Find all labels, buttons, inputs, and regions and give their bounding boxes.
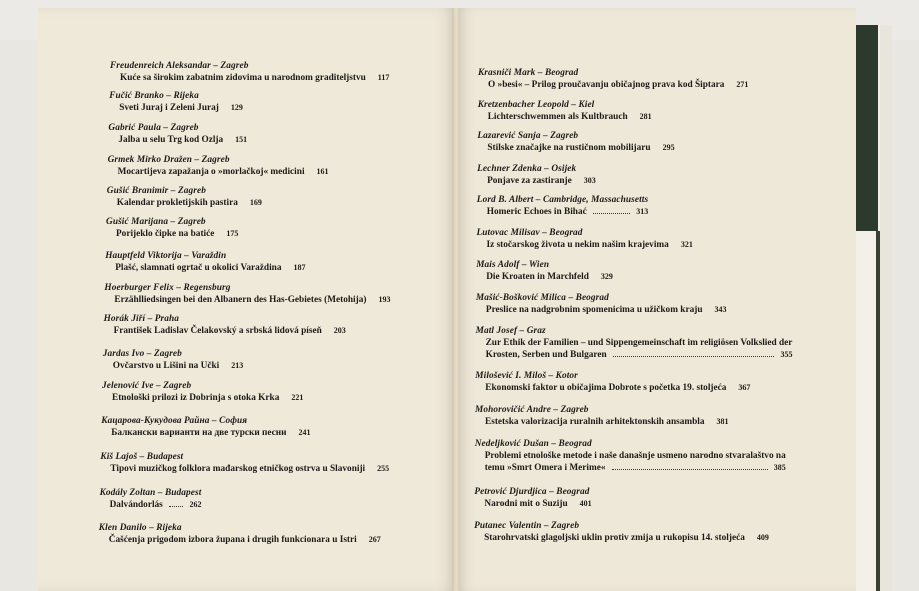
toc-author: Klen Danilo – Rijeka bbox=[98, 523, 182, 533]
toc-page-number: 169 bbox=[249, 198, 262, 207]
toc-title: Homeric Echoes in Bihać bbox=[486, 207, 587, 217]
toc-title: Kuće sa širokim zabatnim zidovima u narodnom graditeljstvu bbox=[120, 73, 366, 83]
dot-leader bbox=[612, 469, 768, 470]
toc-entry bbox=[477, 227, 693, 251]
toc-page-number: 409 bbox=[756, 533, 769, 542]
toc-author: Jardas Ivo – Zagreb bbox=[102, 349, 182, 359]
toc-page-number: 367 bbox=[738, 383, 751, 392]
toc-leader-line bbox=[477, 239, 693, 251]
dot-leader bbox=[613, 356, 775, 357]
toc-entry bbox=[474, 520, 769, 544]
toc-leader-line bbox=[103, 360, 243, 372]
toc-page-number: 187 bbox=[293, 263, 306, 272]
toc-title: Jalba u selu Trg kod Ozlja bbox=[118, 135, 224, 145]
toc-author: Horák Jiří – Praha bbox=[103, 314, 180, 324]
toc-title: Krosten, Serben und Bulgaren bbox=[485, 350, 607, 360]
toc-entry bbox=[477, 194, 648, 218]
toc-title: František Ladislav Čelakovský a srbská lidová píseň bbox=[113, 326, 322, 336]
toc-page-number: 343 bbox=[714, 305, 727, 314]
toc-author: Gušić Branimir – Zagreb bbox=[106, 186, 206, 196]
toc-title: Etnološki prilozi iz Dobrinja s otoka Krka bbox=[112, 393, 280, 403]
toc-leader-line bbox=[478, 111, 652, 123]
book-spine bbox=[452, 8, 460, 591]
toc-author: Кацарова-Кукудова Райна – София bbox=[101, 416, 248, 426]
toc-leader-line bbox=[100, 499, 202, 511]
toc-leader-line bbox=[475, 416, 729, 428]
toc-entry bbox=[104, 282, 390, 306]
toc-entry bbox=[106, 216, 238, 240]
toc-page-number: 385 bbox=[773, 463, 786, 472]
toc-page-number: 203 bbox=[333, 326, 346, 335]
toc-title: Estetska valorizacija ruralnih arhitektonskih ansambla bbox=[485, 417, 705, 427]
toc-page-number: 401 bbox=[579, 499, 592, 508]
toc-title: Problemi etnološke metode i naše današnje usmeno narodno stvaralaštvo na bbox=[484, 451, 786, 461]
toc-leader-line bbox=[108, 134, 247, 146]
toc-leader-line bbox=[475, 462, 786, 474]
toc-leader-line bbox=[477, 142, 674, 154]
toc-page-number: 129 bbox=[230, 103, 243, 112]
toc-author: Mohorovičić Andre – Zagreb bbox=[475, 405, 589, 415]
toc-author: Lazarević Sanja – Zagreb bbox=[477, 131, 579, 141]
toc-page-number: 175 bbox=[226, 229, 239, 238]
toc-entry bbox=[477, 130, 674, 154]
toc-leader-line bbox=[105, 262, 305, 274]
toc-author: Jelenović Ive – Zagreb bbox=[102, 381, 192, 391]
toc-author: Lutovac Milisav – Beograd bbox=[476, 228, 583, 238]
toc-entry bbox=[476, 259, 613, 283]
toc-author: Kiš Lajoš – Budapest bbox=[100, 452, 184, 462]
toc-entry bbox=[475, 370, 750, 394]
toc-page-number: 262 bbox=[189, 500, 202, 509]
toc-author: Gušić Marijana – Zagreb bbox=[106, 217, 206, 227]
toc-author: Kretzenbacher Leopold – Kiel bbox=[477, 100, 595, 110]
toc-leader-line bbox=[102, 392, 303, 404]
toc-leader-line bbox=[475, 382, 750, 394]
toc-author: Lord B. Albert – Cambridge, Massachusetts bbox=[476, 195, 649, 205]
toc-title: temu »Smrt Omera i Merime« bbox=[484, 463, 606, 473]
toc-leader-line bbox=[101, 427, 310, 439]
toc-title: Ekonomski faktor u običajima Dobrote s početka 19. stoljeća bbox=[485, 383, 727, 393]
toc-entry bbox=[101, 415, 310, 439]
toc-page-number: 281 bbox=[639, 112, 652, 121]
toc-leader-line bbox=[478, 79, 748, 91]
toc-page-number: 221 bbox=[291, 393, 304, 402]
toc-leader-line bbox=[477, 206, 648, 218]
dot-leader bbox=[593, 213, 630, 214]
toc-title: Stilske značajke na rustičnom mobilijaru bbox=[487, 143, 651, 153]
toc-leader-line bbox=[476, 271, 613, 283]
toc-leader-line bbox=[110, 72, 389, 84]
toc-title: Tipovi muzičkog folklora mađarskog etničkog ostrva u Slavoniji bbox=[110, 464, 366, 474]
toc-page-number: 321 bbox=[680, 240, 693, 249]
toc-entry bbox=[108, 154, 329, 178]
cover-paper-edge bbox=[880, 25, 892, 591]
toc-entry bbox=[476, 292, 727, 316]
toc-title: Dalvándorlás bbox=[109, 500, 163, 510]
toc-entry bbox=[99, 522, 381, 546]
toc-entry bbox=[475, 438, 786, 474]
toc-author: Putanec Valentin – Zagreb bbox=[474, 521, 580, 531]
toc-author: Kodály Zoltan – Budapest bbox=[99, 488, 202, 498]
toc-page-number: 355 bbox=[780, 350, 793, 359]
toc-title: Plašć, slamnati ogrtač u okolici Varaždina bbox=[115, 263, 282, 273]
toc-author: Grmek Mirko Dražen – Zagreb bbox=[107, 155, 230, 165]
toc-page-number: 271 bbox=[736, 80, 749, 89]
toc-leader-line bbox=[106, 228, 238, 240]
toc-author: Lechner Zdenka – Osijek bbox=[477, 164, 577, 174]
toc-title: Mocartijeva zapažanja o »morlačkoj« medicini bbox=[117, 167, 305, 177]
toc-entry bbox=[108, 122, 247, 146]
toc-entry bbox=[476, 325, 793, 361]
toc-entry bbox=[102, 380, 303, 404]
toc-page-number: 193 bbox=[378, 295, 391, 304]
toc-page-number: 381 bbox=[716, 417, 729, 426]
toc-leader-line bbox=[109, 102, 243, 114]
toc-entry bbox=[100, 487, 202, 511]
dot-leader bbox=[169, 506, 184, 507]
toc-title: Erzählliedsingen bei den Albanern des Has-Gebietes (Metohija) bbox=[114, 295, 367, 305]
toc-page-number: 329 bbox=[600, 272, 613, 281]
toc-entry bbox=[475, 404, 729, 428]
toc-entry bbox=[104, 313, 346, 337]
toc-page-number: 117 bbox=[377, 73, 390, 82]
toc-leader-line bbox=[104, 325, 346, 337]
toc-author: Freudenreich Aleksandar – Zagreb bbox=[110, 61, 249, 71]
toc-page-number: 303 bbox=[583, 176, 596, 185]
toc-page-number: 161 bbox=[316, 167, 329, 176]
toc-title: Preslice na nadgrobnim spomenicima u užičkom kraju bbox=[485, 305, 703, 315]
toc-entry bbox=[109, 90, 243, 114]
toc-title: Die Kroaten in Marchfeld bbox=[486, 272, 589, 282]
toc-leader-line bbox=[477, 175, 596, 187]
toc-title: Kalendar prokletijskih pastira bbox=[116, 198, 238, 208]
toc-leader-line bbox=[476, 304, 727, 316]
toc-entry bbox=[107, 185, 262, 209]
toc-title: Zur Ethik der Familien – und Sippengemeinschaft im religiösen Volkslied der bbox=[485, 338, 793, 348]
toc-page-number: 213 bbox=[231, 361, 244, 370]
toc-title: Балкански варианти на две турски песни bbox=[111, 428, 287, 438]
toc-author: Krasniči Mark – Beograd bbox=[478, 68, 579, 78]
toc-title: Ponjave za zastiranje bbox=[487, 176, 572, 186]
toc-title: Narodni mit o Suziju bbox=[484, 499, 568, 509]
toc-entry bbox=[478, 67, 748, 91]
toc-page-number: 151 bbox=[235, 135, 248, 144]
toc-title: Porijeklo čipke na batiće bbox=[116, 229, 215, 239]
toc-entry bbox=[477, 163, 596, 187]
toc-page-number: 267 bbox=[368, 535, 381, 544]
toc-page-number: 255 bbox=[377, 464, 390, 473]
toc-title: O »besi« – Prilog proučavanju običajnog prava kod Šiptara bbox=[488, 80, 725, 90]
toc-leader-line bbox=[108, 166, 329, 178]
toc-author: Nedeljković Dušan – Beograd bbox=[474, 439, 592, 449]
toc-leader-line bbox=[107, 197, 262, 209]
toc-entry bbox=[100, 451, 389, 475]
toc-author: Mašić-Bošković Milica – Beograd bbox=[475, 293, 609, 303]
toc-entry bbox=[103, 348, 243, 372]
toc-author: Mais Adolf – Wien bbox=[476, 260, 550, 270]
toc-author: Gabrić Paula – Zagreb bbox=[108, 123, 199, 133]
toc-leader-line bbox=[474, 498, 591, 510]
toc-leader-line bbox=[476, 349, 793, 361]
toc-author: Fučić Branko – Rijeka bbox=[109, 91, 199, 101]
toc-entry bbox=[110, 60, 389, 84]
toc-page-number: 241 bbox=[298, 428, 311, 437]
toc-page-number: 313 bbox=[636, 207, 649, 216]
toc-author: Hoerburger Felix – Regensburg bbox=[104, 283, 231, 293]
toc-title: Ovčarstvo u Lišini na Učki bbox=[112, 361, 220, 371]
toc-author: Petrović Djurdjica – Beograd bbox=[474, 487, 590, 497]
toc-author: Hauptfeld Viktorija – Varaždin bbox=[105, 251, 227, 261]
toc-leader-line bbox=[100, 463, 389, 475]
toc-author: Milošević I. Miloš – Kotor bbox=[475, 371, 578, 381]
toc-entry bbox=[105, 250, 305, 274]
toc-author: Matl Josef – Graz bbox=[475, 326, 546, 336]
cover-stripe bbox=[856, 25, 878, 231]
toc-title: Sveti Juraj i Zeleni Juraj bbox=[119, 103, 219, 113]
toc-entry bbox=[474, 486, 591, 510]
toc-title: Iz stočarskog života u nekim našim krajevima bbox=[486, 240, 669, 250]
toc-title: Starohrvatski glagoljski uklin protiv zmija u rukopisu 14. stoljeća bbox=[484, 533, 745, 543]
toc-page-number: 295 bbox=[662, 143, 675, 152]
toc-leader-line bbox=[99, 534, 381, 546]
toc-leader-line bbox=[474, 532, 769, 544]
toc-leader-line bbox=[104, 294, 390, 306]
toc-entry bbox=[478, 99, 652, 123]
toc-title: Lichterschwemmen als Kultbrauch bbox=[487, 112, 628, 122]
toc-title: Čašćenja prigodom izbora župana i drugih funkcionara u Istri bbox=[108, 535, 357, 545]
